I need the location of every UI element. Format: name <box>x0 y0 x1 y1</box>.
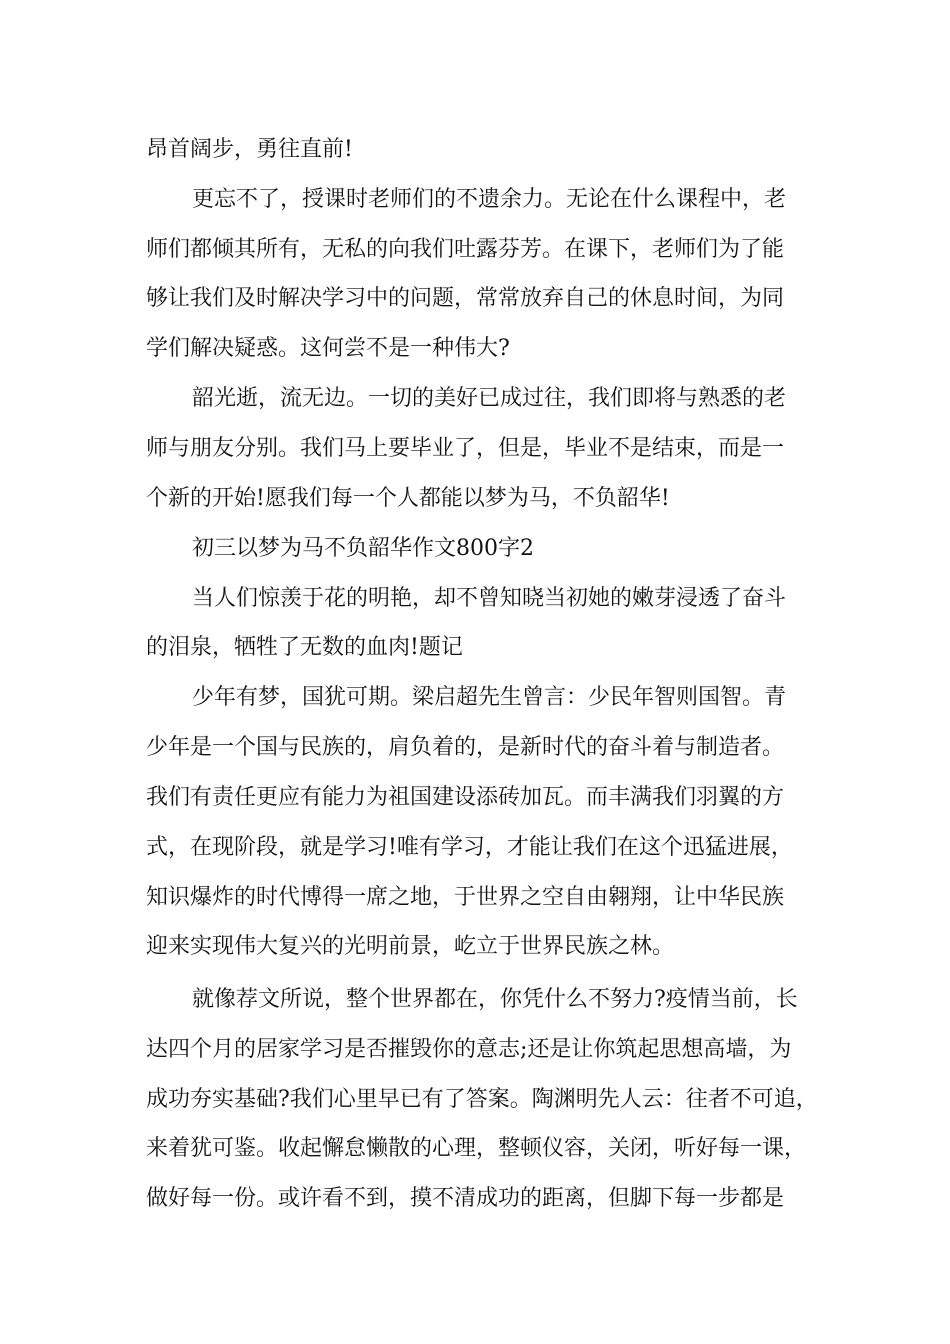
paragraph-first-line: 更忘不了，授课时老师们的不遗余力。无论在什么课程中，老 <box>192 187 787 212</box>
paragraph-first-line: 少年有梦，国犹可期。梁启超先生曾言：少民年智则国智。青 <box>192 685 787 710</box>
text-line: 迎来实现伟大复兴的光明前景，屹立于世界民族之林。 <box>146 934 675 959</box>
paragraph-first-line: 就像荐文所说，整个世界都在，你凭什么不努力?疫情当前，长 <box>192 987 798 1012</box>
text-line: 做好每一份。或许看不到，摸不清成功的距离，但脚下每一步都是 <box>146 1186 785 1211</box>
text-line: 学们解决疑惑。这何尝不是一种伟大? <box>146 336 510 361</box>
text-line: 个新的开始!愿我们每一个人都能以梦为马，不负韶华! <box>146 486 670 511</box>
paragraph-first-line: 当人们惊羡于花的明艳，却不曾知晓当初她的嫩芽浸透了奋斗 <box>192 586 787 611</box>
text-line: 式，在现阶段，就是学习!唯有学习，才能让我们在这个迅猛进展， <box>146 835 793 860</box>
text-line: 我们有责任更应有能力为祖国建设添砖加瓦。而丰满我们羽翼的方 <box>146 785 785 810</box>
text-line: 少年是一个国与民族的，肩负着的，是新时代的奋斗着与制造者。 <box>146 735 785 760</box>
section-heading: 初三以梦为马不负韶华作文800字2 <box>192 536 534 561</box>
text-line: 来着犹可鉴。收起懈怠懒散的心理，整顿仪容，关闭，听好每一课， <box>146 1136 807 1161</box>
text-line: 够让我们及时解决学习中的问题，常常放弃自己的休息时间，为同 <box>146 286 785 311</box>
text-line: 知识爆炸的时代博得一席之地，于世界之空自由翱翔，让中华民族 <box>146 885 785 910</box>
text-line: 师们都倾其所有，无私的向我们吐露芬芳。在课下，老师们为了能 <box>146 237 785 262</box>
text-line: 的泪泉，牺牲了无数的血肉!题记 <box>146 635 463 660</box>
paragraph-first-line: 韶光逝，流无边。一切的美好已成过往，我们即将与熟悉的老 <box>192 386 787 411</box>
text-line: 昂首阔步，勇往直前! <box>146 137 353 162</box>
text-line: 成功夯实基础?我们心里早已有了答案。陶渊明先人云：往者不可追， <box>146 1087 818 1112</box>
text-line: 达四个月的居家学习是否摧毁你的意志;还是让你筑起思想高墙，为 <box>146 1037 792 1062</box>
text-line: 师与朋友分别。我们马上要毕业了，但是，毕业不是结束，而是一 <box>146 436 785 461</box>
